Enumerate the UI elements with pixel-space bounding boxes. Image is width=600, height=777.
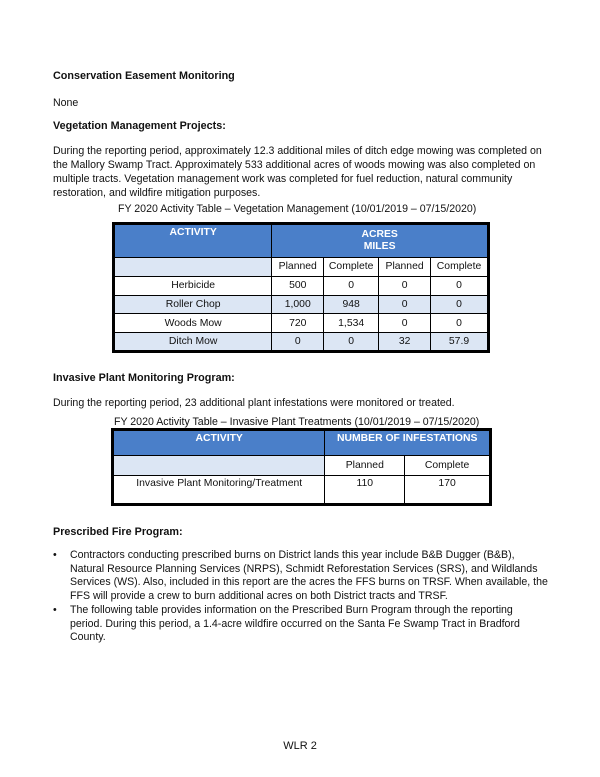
page-footer: WLR 2 [283, 740, 317, 752]
table-row [114, 475, 490, 503]
vegetation-col-units [272, 225, 488, 258]
invasive-sub-complete: Complete [405, 456, 490, 475]
list-item [53, 604, 548, 645]
table-row [115, 296, 488, 314]
invasive-col-activity: ACTIVITY [114, 431, 325, 456]
invasive-col-infestations: NUMBER OF INFESTATIONS [325, 431, 490, 456]
row-activity: Invasive Plant Monitoring/Treatment [114, 475, 325, 503]
row-miles-complete: 0 [431, 276, 488, 295]
vegetation-subheader-blank [115, 257, 272, 276]
row-activity: Roller Chop [115, 296, 272, 314]
row-activity: Ditch Mow [115, 332, 272, 350]
invasive-table-frame [111, 428, 492, 506]
row-activity: Herbicide [115, 276, 272, 295]
row-acres-planned: 500 [272, 276, 324, 295]
vegetation-heading: Vegetation Management Projects: [53, 120, 226, 132]
list-item [53, 549, 548, 603]
table-row [115, 332, 488, 350]
invasive-sub-planned: Planned [325, 456, 405, 475]
vegetation-table-caption: FY 2020 Activity Table – Vegetation Management (10/01/2019 – 07/15/2020) [118, 203, 477, 215]
bullet-text: The following table provides information on the Prescribed Burn Program through the reporting period. During this period, a 1.4-acre wildfire occurred on the Santa Fe Swamp Tract in Bradford County. [70, 604, 520, 643]
row-acres-complete: 948 [324, 296, 379, 314]
easement-heading: Conservation Easement Monitoring [53, 70, 235, 82]
vegetation-subheader-row [115, 257, 488, 276]
row-activity: Woods Mow [115, 314, 272, 332]
invasive-text: During the reporting period, 23 additional plant infestations were monitored or treated. [53, 397, 455, 409]
invasive-table-caption: FY 2020 Activity Table – Invasive Plant Treatments (10/01/2019 – 07/15/2020) [114, 416, 480, 428]
bullet-icon: • [53, 604, 57, 616]
row-acres-complete: 0 [324, 332, 379, 350]
vegetation-table-frame [112, 222, 490, 353]
fire-bullet-list [53, 549, 548, 645]
row-miles-planned: 0 [379, 296, 431, 314]
fire-heading: Prescribed Fire Program: [53, 526, 183, 538]
row-acres-planned: 720 [272, 314, 324, 332]
invasive-subheader-row [114, 456, 490, 475]
vegetation-col-acres: ACRES [361, 228, 398, 240]
row-miles-planned: 32 [379, 332, 431, 350]
bullet-icon: • [53, 549, 57, 561]
vegetation-table [114, 224, 488, 351]
row-miles-complete: 0 [431, 296, 488, 314]
vegetation-col-miles: MILES [363, 240, 396, 252]
vegetation-sub-miles-complete: Complete [431, 257, 488, 276]
invasive-subheader-blank [114, 456, 325, 475]
row-acres-planned: 0 [272, 332, 324, 350]
row-miles-planned: 0 [379, 276, 431, 295]
row-miles-planned: 0 [379, 314, 431, 332]
vegetation-text: During the reporting period, approximately 12.3 additional miles of ditch edge mowing was completed on the Mallory Swamp Tract. Approximately 533 additional acres of woods mowing was also completed on multiple tracts. Vegetation management work was completed for fuel reduction, natural community restoration, and wildfire mitigation purposes. [53, 145, 542, 199]
vegetation-sub-acres-complete: Complete [324, 257, 379, 276]
row-complete: 170 [405, 475, 490, 503]
row-miles-complete: 57.9 [431, 332, 488, 350]
table-row [115, 276, 488, 295]
easement-text: None [53, 97, 79, 109]
row-acres-complete: 0 [324, 276, 379, 295]
table-row [115, 314, 488, 332]
row-acres-planned: 1,000 [272, 296, 324, 314]
invasive-table [113, 430, 490, 504]
vegetation-sub-miles-planned: Planned [379, 257, 431, 276]
bullet-text: Contractors conducting prescribed burns on District lands this year include B&B Dugger (B&B), Natural Resource Planning Services (NRPS), Schmidt Reforestation Services (SRS), and Wildlands Services (WS). Also, included in this report are the acres the FFS burns on TRSF. When available, the FFS will provide a crew to burn additional acres on both District tracts and TRSF. [70, 549, 548, 602]
vegetation-sub-acres-planned: Planned [272, 257, 324, 276]
vegetation-col-activity: ACTIVITY [115, 225, 272, 258]
row-miles-complete: 0 [431, 314, 488, 332]
row-acres-complete: 1,534 [324, 314, 379, 332]
invasive-heading: Invasive Plant Monitoring Program: [53, 372, 235, 384]
row-planned: 110 [325, 475, 405, 503]
